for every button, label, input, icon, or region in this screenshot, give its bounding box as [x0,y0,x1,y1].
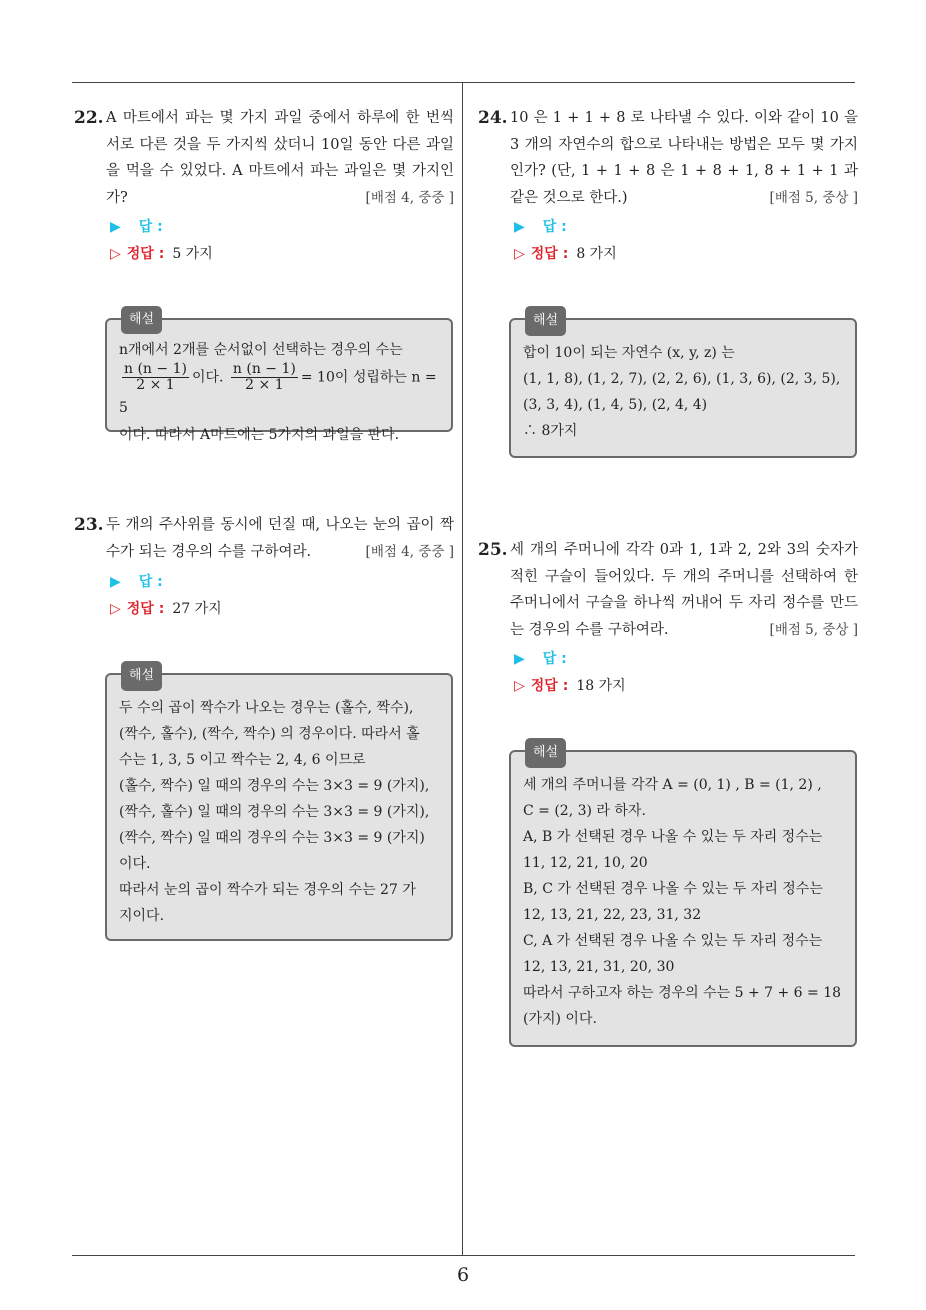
correct-label: 정답 : [530,678,569,694]
solution-box [509,313,857,458]
score-meta: [배점 5, 중상 ] [769,189,858,206]
solution-line: C = (2, 3) 라 하자. [523,803,646,819]
answer-row [110,571,163,591]
question-number: 22. [74,108,104,128]
fraction: $\frac{n (n - 1)}{2 \times 1}$ [232,361,296,393]
solution-line: (가지) 이다. [523,1011,597,1027]
solution-line: (짝수, 홀수), (짝수, 짝수) 의 경우이다. 따라서 홀 [119,726,420,742]
correct-answer-row [514,243,617,263]
play-icon: ▶ [514,219,525,235]
solution-line: (홀수, 짝수) 일 때의 경우의 수는 3×3 = 9 (가지), [119,778,430,794]
answer-row [514,216,567,236]
solution-line: 이다. 따라서 A마트에는 5가지의 과일을 판다. [119,427,400,443]
solution-line: (1, 1, 8), (1, 2, 7), (2, 2, 6), (1, 3, 6), (2, 3, 5), [523,371,841,387]
page-number: 6 [456,1264,470,1286]
solution-line: n개에서 2개를 순서없이 선택하는 경우의 수는 [119,342,403,358]
solution-tag: 해설 [121,661,162,691]
solution-line: C, A 가 선택된 경우 나올 수 있는 두 자리 정수는 [523,933,823,949]
solution-tag: 해설 [121,306,162,334]
correct-value: 5 가지 [172,246,213,262]
question-number: 25. [478,540,508,560]
question-text: 두 개의 주사위를 동시에 던질 때, 나오는 눈의 곱이 짝수가 되는 경우의 수를 구하여라. [106,517,454,560]
solution-line: 지이다. [119,908,165,924]
question-25 [478,537,858,643]
question-text: 세 개의 주머니에 각각 0과 1, 1과 2, 2와 3의 숫자가 적힌 구슬이 들어있다. 두 개의 주머니를 선택하여 한 주머니에서 구슬을 하나씩 꺼내어 두 자리 정수를 만드는 경우의 수를 구하여라. [510,542,858,638]
solution-line: (3, 3, 4), (1, 4, 5), (2, 4, 4) [523,397,708,413]
correct-value: 8 가지 [576,246,617,262]
solution-line: B, C 가 선택된 경우 나올 수 있는 두 자리 정수는 [523,881,823,897]
question-number: 23. [74,515,104,535]
correct-label: 정답 : [530,246,569,262]
solution-line: 12, 13, 21, 31, 20, 30 [523,959,675,975]
solution-line: (짝수, 짝수) 일 때의 경우의 수는 3×3 = 9 (가지) [119,830,425,846]
triangle-outline-icon: ▷ [514,246,525,262]
solution-line: (짝수, 홀수) 일 때의 경우의 수는 3×3 = 9 (가지), [119,804,430,820]
score-meta: [배점 5, 중상 ] [769,621,858,638]
answer-label: 답 : [542,651,567,667]
correct-label: 정답 : [126,601,165,617]
question-22 [74,105,454,211]
solution-box [105,668,453,941]
answer-row [110,216,163,236]
solution-tag: 해설 [525,738,566,768]
answer-label: 답 : [138,574,163,590]
answer-label: 답 : [138,219,163,235]
top-rule [72,82,855,83]
solution-box [509,745,857,1047]
correct-label: 정답 : [126,246,165,262]
correct-value: 27 가지 [172,601,222,617]
solution-box [105,312,453,443]
play-icon: ▶ [514,651,525,667]
play-icon: ▶ [110,219,121,235]
question-24 [478,105,858,211]
solution-line-frac: $\frac{n (n - 1)}{2 \times 1}$ 이다. $\frac{n (n - 1)}{2 \times 1}$ = 10이 성립하는 n = 5 [119,361,437,416]
solution-tag: 해설 [525,306,566,336]
fraction: $\frac{n (n - 1)}{2 \times 1}$ [124,361,187,393]
triangle-outline-icon: ▷ [514,678,525,694]
score-meta: [배점 4, 중중 ] [365,189,454,206]
correct-answer-row [110,598,222,618]
score-meta: [배점 4, 중중 ] [365,543,454,560]
question-number: 24. [478,108,508,128]
question-text: A 마트에서 파는 몇 가지 과일 중에서 하루에 한 번씩 서로 다른 것을 두 가지씩 샀더니 10일 동안 다른 과일을 먹을 수 있었다. A 마트에서 파는 과일은 몇 가지인가? [106,110,454,206]
solution-line: A, B 가 선택된 경우 나올 수 있는 두 자리 정수는 [523,829,823,845]
correct-value: 18 가지 [576,678,626,694]
solution-line: 이다. [119,856,151,872]
column-divider [462,83,463,1255]
solution-line: 합이 10이 되는 자연수 (x, y, z) 는 [523,345,735,361]
play-icon: ▶ [110,574,121,590]
solution-line: 12, 13, 21, 22, 23, 31, 32 [523,907,702,923]
solution-line: 수는 1, 3, 5 이고 짝수는 2, 4, 6 이므로 [119,752,366,768]
triangle-outline-icon: ▷ [110,246,121,262]
question-23 [74,512,454,565]
correct-answer-row [514,675,626,695]
question-text: 10 은 1 + 1 + 8 로 나타낼 수 있다. 이와 같이 10 을 3 개의 자연수의 합으로 나타내는 방법은 모두 몇 가지인가? (단, 1 + 1 + 8 은 1 + 8 + 1, 8 + 1 + 1 과 같은 것으로 한다.) [510,110,858,206]
bottom-rule [72,1255,855,1256]
solution-line: 따라서 눈의 곱이 짝수가 되는 경우의 수는 27 가 [119,882,416,898]
solution-line: 세 개의 주머니를 각각 A = (0, 1) , B = (1, 2) , [523,777,822,793]
solution-line: 따라서 구하고자 하는 경우의 수는 5 + 7 + 6 = 18 [523,985,842,1001]
triangle-outline-icon: ▷ [110,601,121,617]
solution-line: 11, 12, 21, 10, 20 [523,855,648,871]
solution-line: ∴ 8가지 [523,423,578,439]
correct-answer-row [110,243,213,263]
solution-line: 두 수의 곱이 짝수가 나오는 경우는 (홀수, 짝수), [119,700,414,716]
answer-row [514,648,567,668]
answer-label: 답 : [542,219,567,235]
